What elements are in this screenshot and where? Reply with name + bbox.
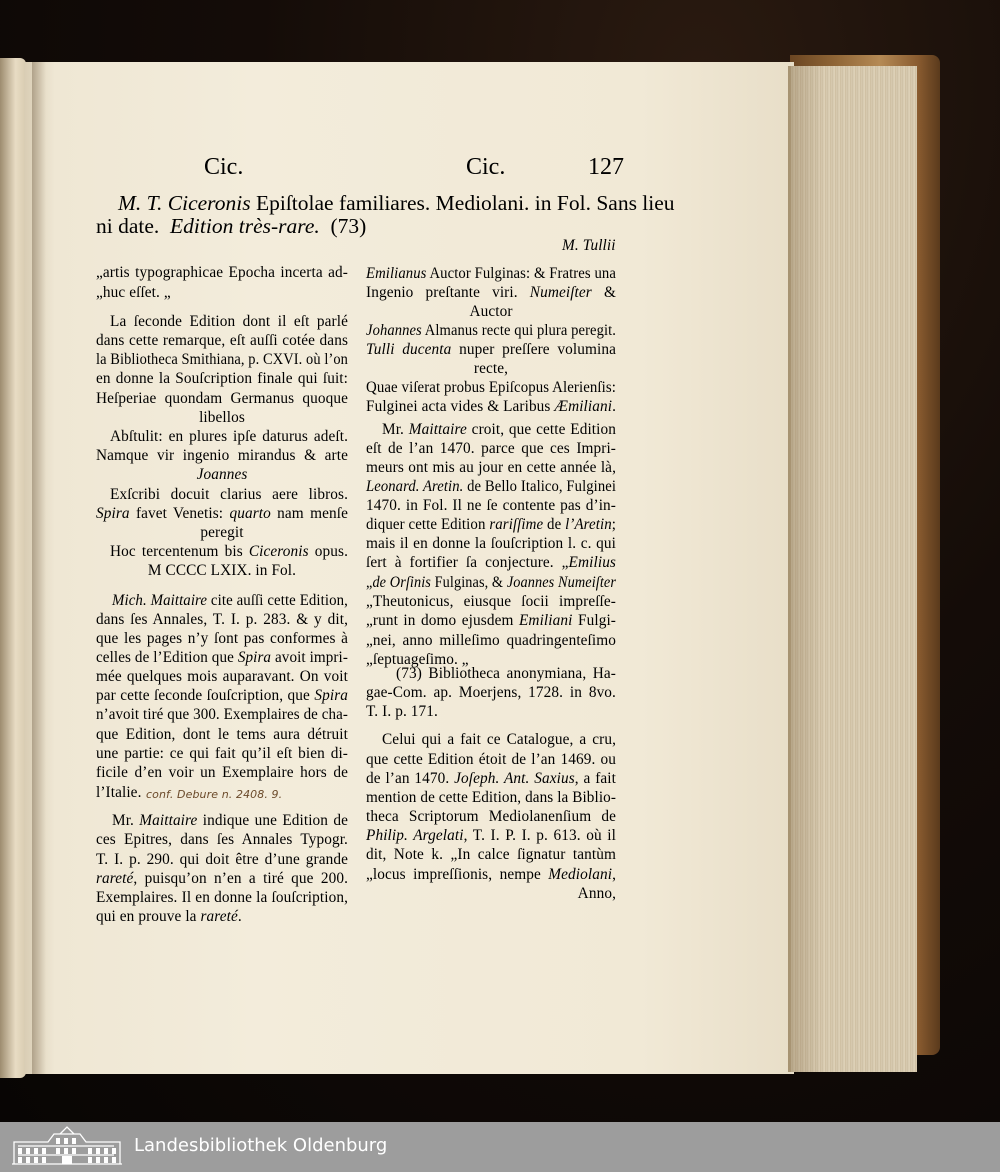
text-line: celles de l’Edition que Spira avoit impri- xyxy=(96,649,348,666)
text-line: Quae viſerat probus Epiſcopus Alerienſis: xyxy=(366,379,616,396)
text-line: n’avoit tiré que 300. Exemplaires de cha- xyxy=(96,706,348,723)
text-line: Tulli ducenta nuper preſſere volumina xyxy=(366,341,616,358)
page-number: 127 xyxy=(588,154,624,180)
library-footer-bar xyxy=(0,1122,1000,1172)
text-line: Celui qui a fait ce Catalogue, a cru, xyxy=(382,731,616,748)
text-line: Hoc tercentenum bis Ciceronis opus. xyxy=(110,543,349,560)
text-line: qui en prouve la rareté. xyxy=(96,908,242,925)
text-line: Joannes xyxy=(196,466,248,483)
text-line: mention de cette Edition, dans la Biblio- xyxy=(366,789,616,806)
text-line: dans ſes Annales, T. I. p. 283. & y dit, xyxy=(96,611,348,628)
text-line: „runt in domo ejusdem Emiliani Fulgi- xyxy=(366,612,616,629)
text-line: Mr. Maittaire indique une Edition de xyxy=(112,812,349,829)
running-head-right: Cic. xyxy=(466,154,506,180)
text-line: Leonard. Aretin. de Bello Italico, Fulginei xyxy=(366,478,616,495)
text-line: theca Scriptorum Mediolanenſium de xyxy=(366,808,616,825)
library-name: Landesbibliothek Oldenburg xyxy=(134,1135,388,1156)
text-line: 1470. in Fol. Il ne ſe contente pas d’in- xyxy=(366,497,616,514)
text-line: Mich. Maittaire cite auſſi cette Edition, xyxy=(112,592,348,609)
handwritten-note: conf. Debure n. 2408. 9. xyxy=(146,788,283,801)
text-line: Namque vir ingenio mirandus & arte xyxy=(96,447,348,464)
text-line: ficile d’en voir un Exemplaire hors de xyxy=(96,764,348,781)
text-line: Spira favet Venetis: quarto nam menſe xyxy=(96,505,348,522)
text-line: Auctor xyxy=(469,303,513,320)
text-line: que cette Edition étoit de l’an 1469. ou xyxy=(366,751,616,768)
text-line: dit, Note k. „In calce ſignatur tantùm xyxy=(366,846,616,863)
text-line: mais il en donne la ſouſcription l. c. qui xyxy=(366,535,616,552)
text-line: que Edition, dont le tems aura détruit xyxy=(96,726,348,743)
text-line: Ingenio preſtante viri. Numeiſter & xyxy=(366,284,616,301)
text-line: de l’an 1470. Joſeph. Ant. Saxius, a fait xyxy=(366,770,617,787)
left-page-edge xyxy=(0,58,26,1078)
text-line: eſt de l’an 1470. parce que ces Impri- xyxy=(366,440,616,457)
text-line: en donne la Souſcription finale qui ſuit: xyxy=(96,370,348,387)
text-line: Anno, xyxy=(577,885,616,902)
text-line: ſert à fortifier ſa conjecture. „Emilius xyxy=(366,554,616,571)
text-line: dans cette remarque, eſt auſſi cotée dans xyxy=(96,332,348,349)
text-line: mée quelques mois auparavant. On voit xyxy=(96,668,348,685)
text-line: Fulginei acta vides & Laribus Æmiliani. xyxy=(366,398,616,415)
text-line: „ſeptuageſimo. „ xyxy=(366,651,469,668)
text-line: Johannes Almanus recte qui plura peregit. xyxy=(366,322,616,339)
page-gutter-shadow xyxy=(32,62,46,1074)
text-line: Heſperiae quondam Germanus quoque xyxy=(96,390,348,407)
text-line: T. I. p. 290. qui doit être d’une grande xyxy=(96,851,348,868)
text-line: Mr. Maittaire croit, que cette Edition xyxy=(382,421,616,438)
text-line: que les pages n’y ſont pas conformes à xyxy=(96,630,348,647)
text-line: Philip. Argelati, T. I. P. I. p. 613. où il xyxy=(366,827,616,844)
text-line: une partie: ce qui fait qu’il eſt bien di- xyxy=(96,745,348,762)
text-line: „de Orſinis Fulginas, & Joannes Numeiſter xyxy=(366,574,616,591)
text-line: l’Italie. xyxy=(96,784,142,801)
text-line: par cette ſeconde ſouſcription, que Spira xyxy=(96,687,348,704)
text-line: ces Epitres, dans ſes Annales Typogr. xyxy=(96,831,348,848)
text-line: T. I. p. 171. xyxy=(366,703,438,720)
running-head-left: Cic. xyxy=(204,154,244,180)
library-building-logo xyxy=(8,1124,126,1170)
text-line: Abſtulit: en plures ipſe daturus adeſt. xyxy=(110,428,348,445)
text-line: diquer cette Edition rariſſime de l’Aretin; xyxy=(366,516,616,533)
text-line: La ſeconde Edition dont il eſt parlé xyxy=(110,313,348,330)
text-line: „nei, anno milleſimo quadringenteſimo xyxy=(366,632,616,649)
text-line: meurs ont mis au jour en cette année là, xyxy=(366,459,616,476)
text-line: „artis typographicae Epocha incerta ad- xyxy=(96,264,348,281)
text-line: gae-Com. ap. Moerjens, 1728. in 8vo. xyxy=(366,684,616,701)
text-line: (73) Bibliotheca anonymiana, Ha- xyxy=(396,665,616,682)
text-line: „huc eſſet. „ xyxy=(96,284,171,301)
text-line: Emilianus Auctor Fulginas: & Fratres una xyxy=(366,265,616,282)
text-line: Exſcribi docuit clarius aere libros. xyxy=(110,486,348,503)
text-line: recte, xyxy=(473,360,509,377)
text-line: Exemplaires. Il en donne la ſouſcription, xyxy=(96,889,348,906)
catchword: M. Tullii xyxy=(562,237,616,254)
entry-title-line-2: ni date. Edition très-rare. (73) xyxy=(96,214,367,238)
text-line: libellos xyxy=(199,409,245,426)
text-line: „locus impreſſionis, nempe Mediolani, xyxy=(366,866,616,883)
text-line: M CCCC LXIX. in Fol. xyxy=(147,562,297,579)
entry-title-line-1: M. T. Ciceronis Epiſtolae familiares. Mediolani. in Fol. Sans lieu xyxy=(118,191,675,215)
text-line: peregit xyxy=(200,524,244,541)
text-line: la Bibliotheca Smithiana, p. CXVI. où l’on xyxy=(96,351,348,368)
text-line: rareté, puisqu’on n’en a tiré que 200. xyxy=(96,870,348,887)
text-line: „Theutonicus, eiusque ſocii impreſſe- xyxy=(366,593,616,610)
